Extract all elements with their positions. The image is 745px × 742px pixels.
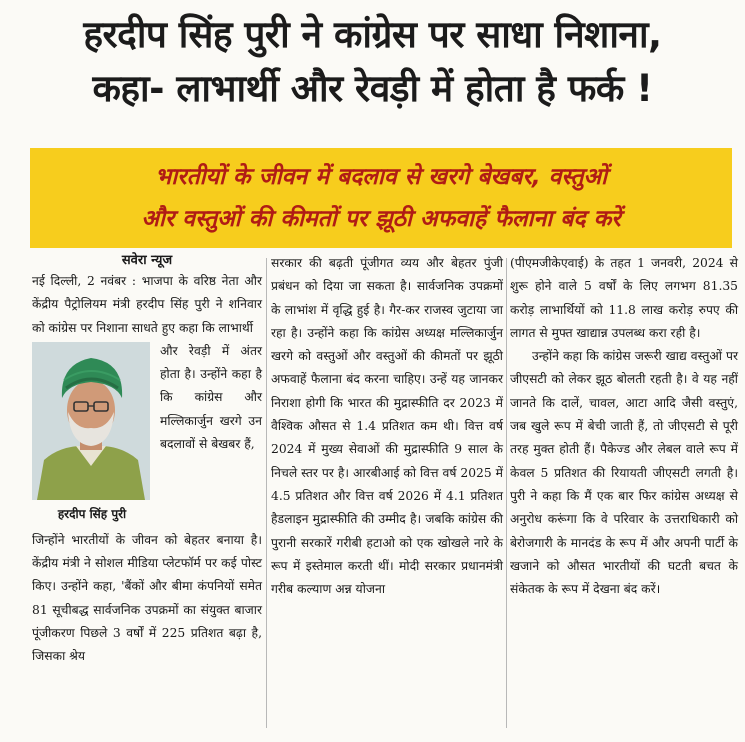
headline-line-2: कहा- लाभार्थी और रेवड़ी में होता है फर्क ! [92, 67, 653, 110]
byline: सवेरा न्यूज [121, 253, 173, 268]
article-text: सरकार की बढ़ती पूंजीगत व्यय और बेहतर पुंजी प्रबंधन को दिया जा सकता है। सार्वजनिक उपक्रमों के लाभांश में वृद्धि हुई है। गैर-कर राजस्व जुटाया जा रहा है। उन्होंने कहा कि कांग्रेस अध्यक्ष मल्लिकार्जुन खरगे को वस्तुओं और वस्तुओं की कीमतों पर झूठी अफवाहें फैलाना बंद करना चाहिए। उन्हें यह जानकर निराशा होगी कि भारत की मुद्रास्फीति दर 2023 में वैश्विक औसत से 1.4 प्रतिशत कम थी। वित्त वर्ष 2024 में मुख्य सेवाओं की मुद्रास्फीति 9 साल के निचले स्तर पर है। आरबीआई को वित्त वर्ष 2025 में 4.5 प्रतिशत और वित्त वर्ष 2026 में 4.1 प्रतिशत हैडलाइन मुद्रास्फीति की उम्मीद है। जबकि कांग्रेस की पुरानी सरकारें गरीबी हटाओ को एक खोखले नारे के रूप में इस्तेमाल करती थीं। मोदी सरकार प्रधानमंत्री गरीब कल्याण अन्न योजना [271, 256, 503, 597]
photo-caption: हरदीप सिंह पुरी [57, 506, 127, 521]
headline [0, 8, 745, 116]
headline-line-1: हरदीप सिंह पुरी ने कांग्रेस पर साधा निशाना, [83, 13, 662, 56]
deck-line-1: भारतीयों के जीवन में बदलाव से खरगे बेखबर, वस्तुओं [155, 164, 607, 190]
article-paragraph-2: उन्होंने कहा कि कांग्रेस जरूरी खाद्य वस्तुओं पर जीएसटी को लेकर झूठ बोलती रहती है। वे यह नहीं जानते कि दालें, चावल, आटा आदि जैसी वस्तुएं, जब खुले रूप में बेची जाती हैं, तो जीएसटी से पूरी तरह मुक्त होती हैं। पैकेज्ड और लेबल वाले रूप में केवल 5 प्रतिशत की रियायती जीएसटी लगती है। पुरी ने कहा कि मैं एक बार फिर कांग्रेस अध्यक्ष से अनुरोध करूंगा कि वे परिवार के उत्तराधिकारी को बेरोजगारी के मानदंड के रूप में और अपनी पार्टी के खजाने को औसत भारतीयों की घटती बचत के संकेतक के रूप में देखना बंद करें। [510, 349, 738, 597]
person-portrait-icon [32, 342, 150, 500]
subheadline-deck [30, 148, 732, 248]
column-divider [506, 258, 507, 728]
article-column-3 [510, 252, 738, 601]
deck-line-2: और वस्तुओं की कीमतों पर झूठी अफवाहें फैलाना बंद करें [141, 206, 621, 232]
portrait-image [32, 342, 150, 500]
article-column-2 [271, 252, 503, 601]
article-text-beside-photo: और रेवड़ी में अंतर होता है। उन्होंने कहा है कि कांग्रेस और मल्लिकार्जुन खरगे उन बदलावों से बेखबर हैं, [160, 343, 262, 452]
article-intro: नई दिल्ली, 2 नवंबर : भाजपा के वरिष्ठ नेता और केंद्रीय पैट्रोलियम मंत्री हरदीप सिंह पुरी ने शनिवार को कांग्रेस पर निशाना साधते हुए कहा कि लाभार्थी [32, 274, 262, 335]
article-text: जिन्होंने भारतीयों के जीवन को बेहतर बनाया है। केंद्रीय मंत्री ने सोशल मीडिया प्लेटफॉर्म पर कई पोस्ट किए। उन्होंने कहा, 'बैंकों और बीमा कंपनियों समेत 81 सूचीबद्ध सार्वजनिक उपक्रमों का संयुक्त बाजार पूंजीकरण पिछले 3 वर्षों में 225 प्रतिशत बढ़ा है, जिसका श्रेय [32, 532, 262, 664]
article-column-1 [32, 252, 262, 669]
column-divider [266, 258, 267, 728]
article-paragraph-1: (पीएमजीकेएवाई) के तहत 1 जनवरी, 2024 से शुरू होने वाले 5 वर्षों के लिए लगभग 81.35 करोड़ लाभार्थियों को 11.8 लाख करोड़ रुपए की लागत से मुफ्त खाद्यान्न उपलब्ध करा रही है। [510, 256, 738, 340]
portrait-photo [32, 342, 152, 527]
